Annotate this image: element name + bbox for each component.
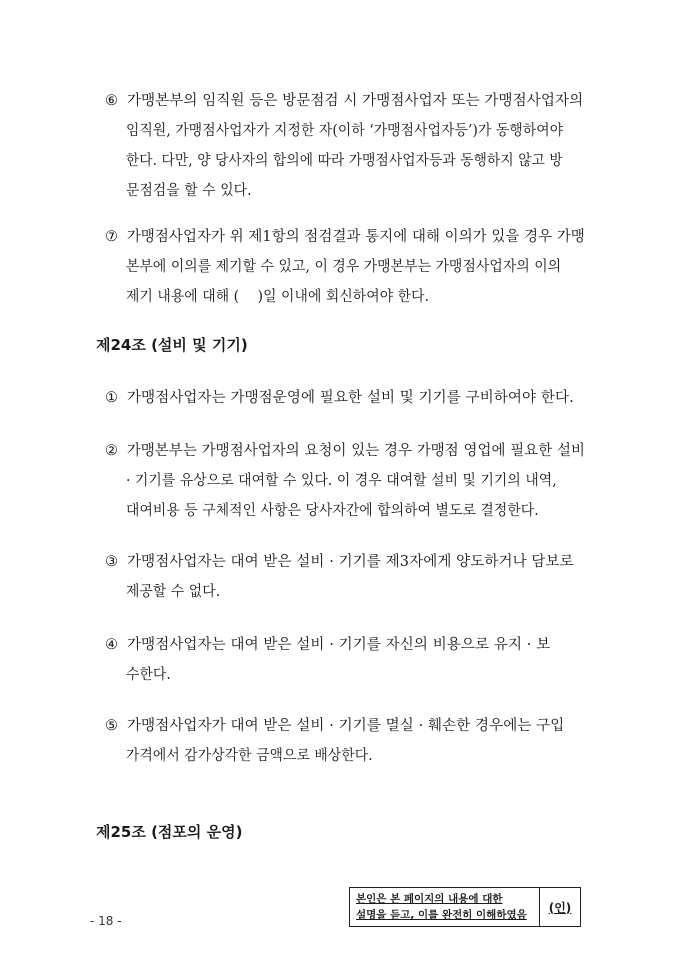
confirmation-line: 본인은 본 페이지의 내용에 대한 — [356, 893, 503, 905]
clause-text: 가맹점사업자가 대여 받은 설비 · 기기를 멸실 · 훼손한 경우에는 구입 — [127, 718, 565, 734]
article-24-heading: 제24조 (설비 및 기기) — [96, 336, 248, 354]
page-number: - 18 - — [90, 914, 122, 928]
clause-text: 제공할 수 없다. — [125, 584, 221, 600]
clause-text: 수한다. — [125, 667, 171, 683]
clause-text: 본부에 이의를 제기할 수 있고, 이 경우 가맹본부는 가맹점사업자의 이의 — [125, 259, 562, 275]
clause-23-6 — [105, 86, 585, 206]
clause-text: 가맹점사업자가 위 제1항의 점검결과 통지에 대해 이의가 있을 경우 가맹 — [126, 229, 585, 245]
clause-number: ⑦ — [105, 229, 119, 245]
clause-24-4 — [105, 630, 585, 690]
clause-24-2 — [105, 436, 585, 526]
clause-24-1 — [105, 383, 585, 413]
clause-number: ③ — [105, 554, 119, 570]
seal-field[interactable]: (인) — [548, 900, 572, 915]
clause-24-3 — [105, 547, 585, 607]
clause-number: ⑥ — [105, 93, 119, 109]
clause-text: 한다. 다만, 양 당사자의 합의에 따라 가맹점사업자등과 동행하지 않고 방 — [125, 153, 563, 169]
confirmation-statement — [350, 888, 540, 926]
clause-text: 임직원, 가맹점사업자가 지정한 자(이하 ‘가맹점사업자등’)가 동행하여야 — [125, 123, 564, 139]
clause-text: · 기기를 유상으로 대여할 수 있다. 이 경우 대여할 설비 및 기기의 내역, — [125, 473, 557, 489]
article-25-heading: 제25조 (점포의 운영) — [96, 823, 243, 841]
clause-24-5 — [105, 711, 585, 771]
clause-text: 가맹점사업자는 대여 받은 설비 · 기기를 제3자에게 양도하거나 담보로 — [127, 554, 574, 570]
clause-number: ⑤ — [105, 718, 119, 734]
clause-text: 대여비용 등 구체적인 사항은 당사자간에 합의하여 별도로 결정한다. — [125, 503, 539, 519]
clause-text: 가격에서 감가상각한 금액으로 배상한다. — [125, 748, 373, 764]
clause-text: 문점검을 할 수 있다. — [125, 183, 252, 199]
clause-number: ④ — [105, 637, 119, 653]
clause-text: 가맹본부는 가맹점사업자의 요청이 있는 경우 가맹점 영업에 필요한 설비 — [126, 443, 585, 459]
clause-23-7 — [105, 222, 585, 312]
clause-text: 가맹점사업자는 가맹점운영에 필요한 설비 및 기기를 구비하여야 한다. — [127, 390, 574, 406]
clause-text: 제기 내용에 대해 ( )일 이내에 회신하여야 한다. — [125, 289, 430, 305]
clause-text: 가맹본부의 임직원 등은 방문점검 시 가맹점사업자 또는 가맹점사업자의 — [127, 93, 584, 109]
clause-number: ② — [105, 443, 119, 459]
clause-text: 가맹점사업자는 대여 받은 설비 · 기기를 자신의 비용으로 유지 · 보 — [127, 637, 551, 653]
clause-number: ① — [105, 390, 119, 406]
confirmation-line: 설명을 듣고, 이를 완전히 이해하였음 — [356, 909, 527, 921]
confirmation-box — [349, 887, 581, 927]
